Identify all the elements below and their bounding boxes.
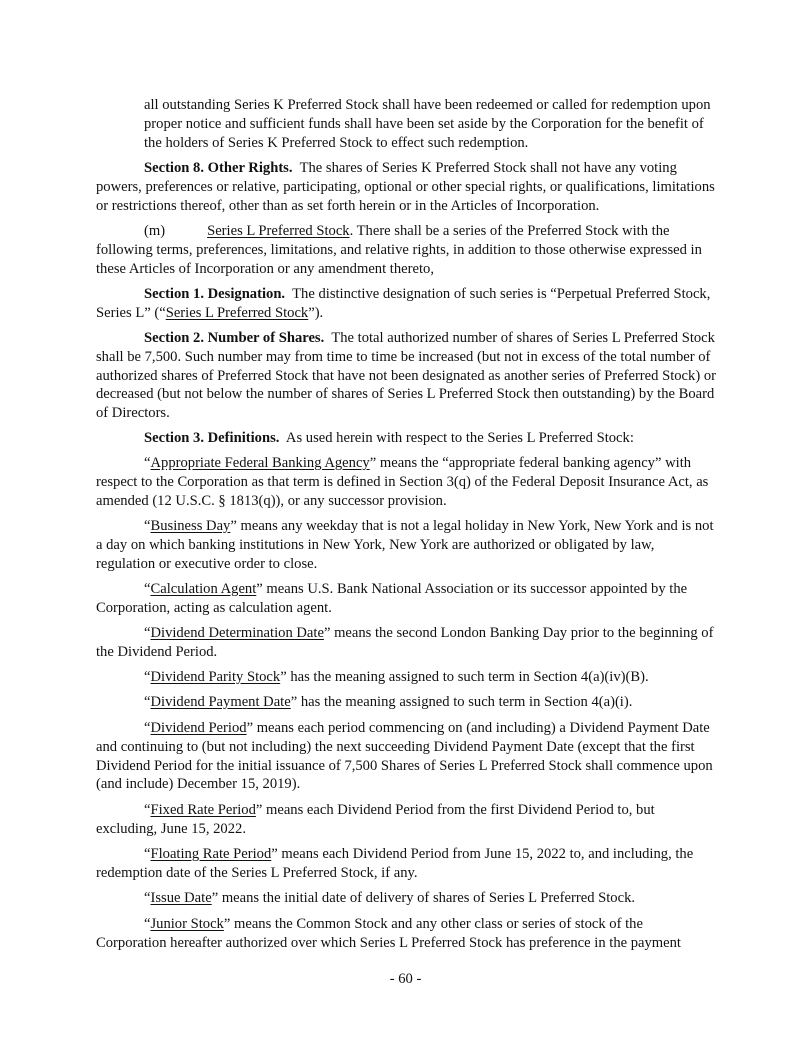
section-2-text: The total authorized number of shares of Series L Preferred Stock shall be 7,500. Such number may from time to time be increased (but not in excess of the total number of authorized shares of Preferred Stock that have not been designated as another series of Preferred Stock) or decreased (but not below the number of shares of Series L Preferred Stock then outstanding) by the Board of Directors. <box>96 330 716 422</box>
definition-text: ” means U.S. Bank National Association or its successor appointed by the Corporation, acting as calculation agent. <box>96 581 688 616</box>
section-3-paragraph <box>96 429 716 448</box>
subsection-m-paragraph <box>96 222 716 278</box>
definition-paragraph: “Junior Stock” means the Common Stock and any other class or series of stock of the Corporation hereafter authorized over which Series L Preferred Stock has preference in the payment <box>96 916 681 951</box>
subsection-m-text: . There shall be a series of the Preferred Stock with the following terms, preferences, limitations, and relative rights, in addition to those otherwise expressed in these Articles of Incorporation or any amendment thereto, <box>96 223 702 277</box>
definition-term: Dividend Parity Stock <box>150 669 281 685</box>
subsection-m-label: (m) <box>144 223 166 239</box>
definition-term: Appropriate Federal Banking Agency <box>150 455 370 471</box>
definition-text: ” means each Dividend Period from June 15, 2022 to, and including, the redemption date of the Series L Preferred Stock, if any. <box>96 846 694 881</box>
section-8-paragraph <box>96 159 716 215</box>
definition-term: Junior Stock <box>150 916 224 932</box>
definition-paragraph: “Dividend Payment Date” has the meaning assigned to such term in Section 4(a)(i). <box>144 694 633 710</box>
definition-term: Floating Rate Period <box>150 846 272 862</box>
definition-paragraph: “Fixed Rate Period” means each Dividend Period from the first Dividend Period to, but excluding, June 15, 2022. <box>96 802 655 837</box>
section-1-defined-term: Series L Preferred Stock <box>165 304 309 321</box>
definition-text: ” means any weekday that is not a legal holiday in New York, New York and is not a day on which banking institutions in New York, New York are authorized or obligated by law, regulation or executive order to close. <box>96 518 714 572</box>
section-2-paragraph <box>96 329 716 423</box>
definition-text: ” means the initial date of delivery of shares of Series L Preferred Stock. <box>211 890 636 906</box>
definition-paragraph: “Dividend Period” means each period commencing on (and including) a Dividend Payment Date and continuing to (but not including) the next succeeding Dividend Payment Date (except that the first Dividend Period for the initial issuance of 7,500 Shares of Series L Preferred Stock shall commence upon (and include) December 15, 2019). <box>96 720 713 793</box>
definition-text: ” has the meaning assigned to such term in Section 4(a)(i). <box>290 694 633 710</box>
section-3-text: As used herein with respect to the Series L Preferred Stock: <box>285 430 634 446</box>
subsection-m-title: Series L Preferred Stock <box>207 223 350 239</box>
definition-paragraph: “Calculation Agent” means U.S. Bank National Association or its successor appointed by the Corporation, acting as calculation agent. <box>96 581 688 616</box>
definition-text: ” means the “appropriate federal banking agency” with respect to the Corporation as that term is defined in Section 3(q) of the Federal Deposit Insurance Act, as amended (12 U.S.C. § 1813(q)), or any successor provision. <box>96 455 709 509</box>
definition-text: ” means each Dividend Period from the first Dividend Period to, but excluding, June 15, 2022. <box>96 802 655 837</box>
definition-term: Issue Date <box>150 890 212 906</box>
section-1-text-before: The distinctive designation of such series is “Perpetual Preferred Stock, Series L” (“ <box>96 286 711 321</box>
section-3-heading: Section 3. Definitions. <box>144 430 280 446</box>
section-1-heading: Section 1. Designation. <box>144 286 286 302</box>
section-1-paragraph <box>96 285 716 323</box>
definition-term: Dividend Period <box>150 720 247 736</box>
section-1-text-after: ”). <box>308 304 324 321</box>
definition-paragraph: “Dividend Determination Date” means the second London Banking Day prior to the beginning of the Dividend Period. <box>96 625 714 660</box>
section-8-heading: Section 8. Other Rights. <box>144 160 293 176</box>
definition-term: Dividend Payment Date <box>150 694 291 710</box>
definition-term: Dividend Determination Date <box>150 625 324 641</box>
section-2-heading: Section 2. Number of Shares. <box>144 330 325 346</box>
continuation-paragraph: all outstanding Series K Preferred Stock shall have been redeemed or called for redemption upon proper notice and sufficient funds shall have been set aside by the Corporation for the benefit of the holders of Series K Preferred Stock to effect such redemption. <box>144 97 711 151</box>
definition-text: ” has the meaning assigned to such term in Section 4(a)(iv)(B). <box>280 669 649 685</box>
page-number: - 60 - <box>389 971 422 987</box>
definition-term: Business Day <box>150 518 231 534</box>
definition-paragraph: “Floating Rate Period” means each Dividend Period from June 15, 2022 to, and including, the redemption date of the Series L Preferred Stock, if any. <box>96 846 694 881</box>
definition-text: ” means each period commencing on (and including) a Dividend Payment Date and continuing to (but not including) the next succeeding Dividend Payment Date (except that the first Dividend Period for the initial issuance of 7,500 Shares of Series L Preferred Stock shall commence upon (and include) December 15, 2019). <box>96 720 713 793</box>
definition-paragraph: “Dividend Parity Stock” has the meaning assigned to such term in Section 4(a)(iv)(B). <box>144 669 649 685</box>
section-8-text: The shares of Series K Preferred Stock shall not have any voting powers, preferences or relative, participating, optional or other special rights, or qualifications, limitations or restrictions thereof, other than as set forth herein or in the Articles of Incorporation. <box>96 160 715 214</box>
definition-paragraph: “Business Day” means any weekday that is not a legal holiday in New York, New York and is not a day on which banking institutions in New York, New York are authorized or obligated by law, regulation or executive order to close. <box>96 518 714 572</box>
definition-paragraph: “Issue Date” means the initial date of delivery of shares of Series L Preferred Stock. <box>144 890 636 906</box>
definition-term: Fixed Rate Period <box>150 802 256 818</box>
definition-text: ” means the Common Stock and any other class or series of stock of the Corporation hereafter authorized over which Series L Preferred Stock has preference in the payment <box>96 916 681 951</box>
definition-term: Calculation Agent <box>150 581 257 597</box>
definition-text: ” means the second London Banking Day prior to the beginning of the Dividend Period. <box>96 625 714 660</box>
definition-paragraph: “Appropriate Federal Banking Agency” means the “appropriate federal banking agency” with respect to the Corporation as that term is defined in Section 3(q) of the Federal Deposit Insurance Act, as amended (12 U.S.C. § 1813(q)), or any successor provision. <box>96 455 709 509</box>
